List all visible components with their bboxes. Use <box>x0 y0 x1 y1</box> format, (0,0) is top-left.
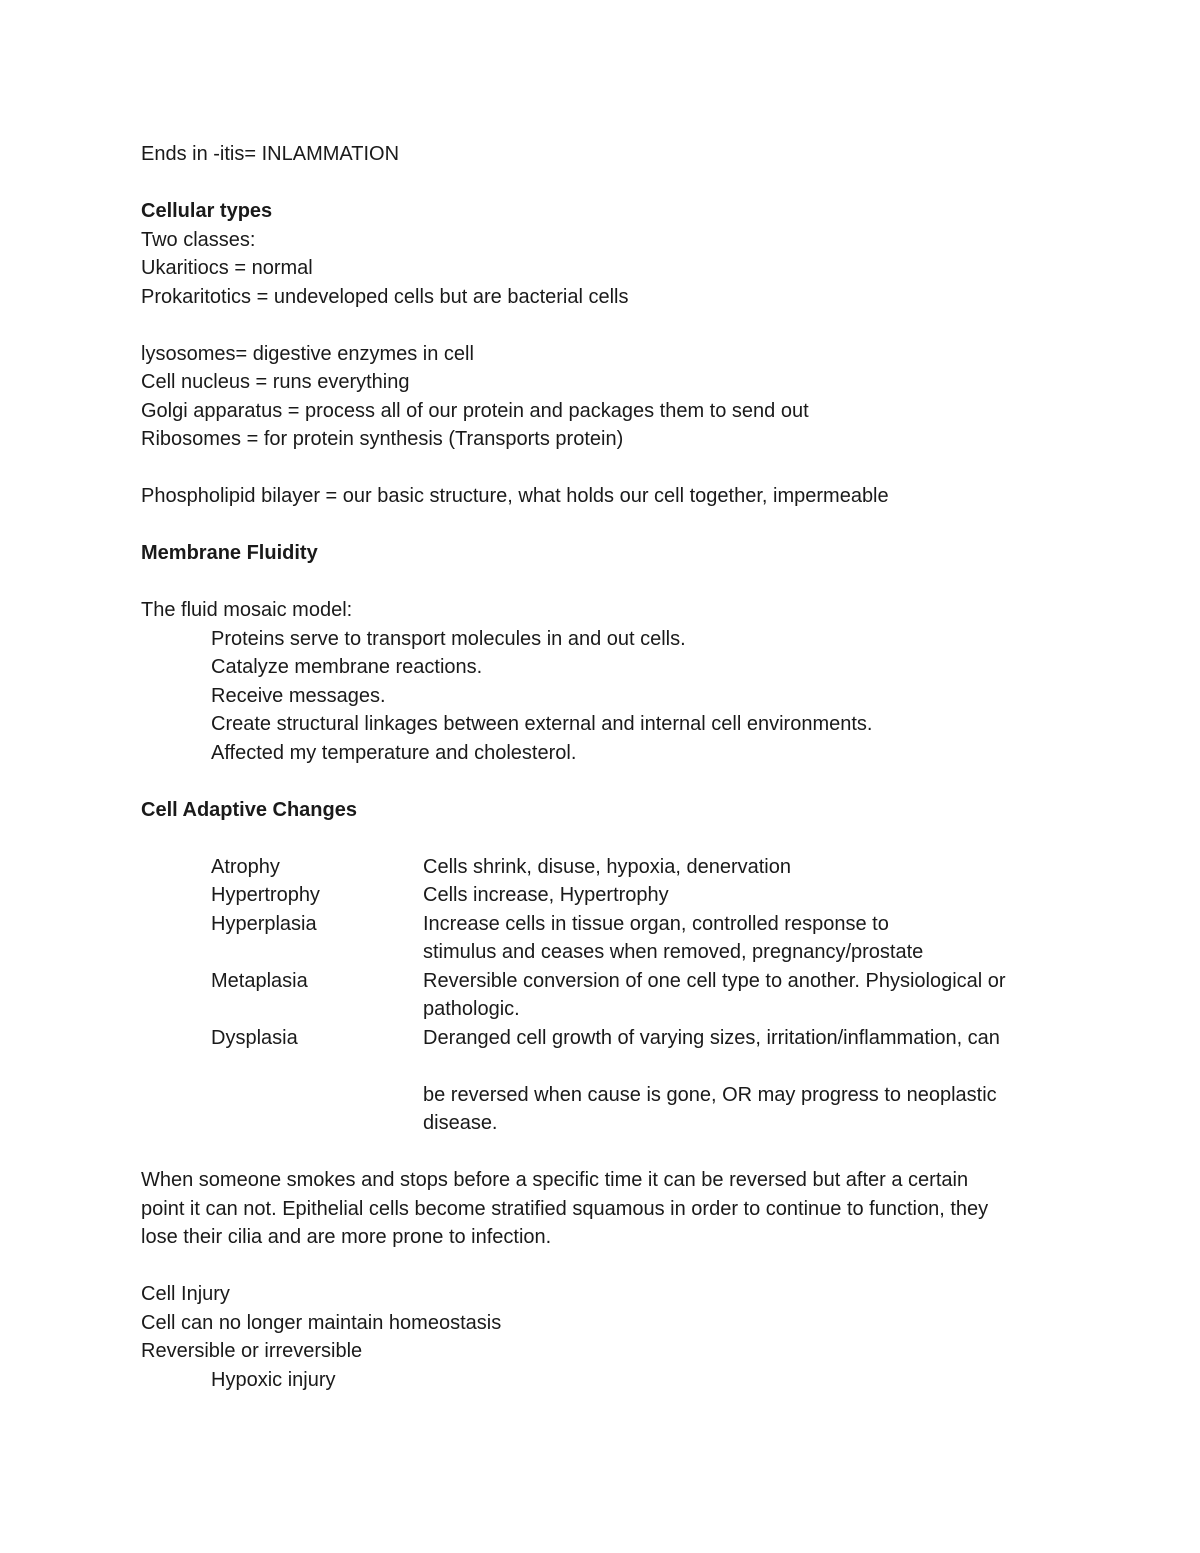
adaptive-change-desc <box>423 1024 1071 1138</box>
smoking-paragraph-line: point it can not. Epithelial cells become stratified squamous in order to continue to function, they <box>141 1197 989 1220</box>
adaptive-change-desc <box>423 881 1071 910</box>
adaptive-change-desc-line: stimulus and ceases when removed, pregnancy/prostate <box>423 941 924 963</box>
cellular-types-line: Ukaritiocs = normal <box>141 257 313 279</box>
phospholipid-line: Phospholipid bilayer = our basic structure, what holds our cell together, impermeable <box>141 485 889 507</box>
organelle-line: Ribosomes = for protein synthesis (Transports protein) <box>141 428 624 450</box>
cell-injury-sub-item: Hypoxic injury <box>211 1368 336 1391</box>
adaptive-change-row <box>141 910 1071 967</box>
membrane-fluidity-item: Catalyze membrane reactions. <box>211 656 483 678</box>
spacer <box>141 1252 1071 1281</box>
adaptive-change-desc-line <box>423 1052 1071 1081</box>
adaptive-change-desc-line: disease. <box>423 1112 498 1134</box>
spacer <box>141 454 1071 483</box>
adaptive-change-desc <box>423 910 1071 967</box>
cellular-types-line: Two classes: <box>141 228 256 251</box>
smoking-paragraph-line: lose their cilia and are more prone to infection. <box>141 1226 552 1248</box>
adaptive-change-desc-line: Increase cells in tissue organ, controlled response to <box>423 912 889 935</box>
smoking-paragraph-line: When someone smokes and stops before a specific time it can be reversed but after a certain <box>141 1169 969 1191</box>
adaptive-change-term: Hypertrophy <box>211 884 320 906</box>
adaptive-change-desc-line: Deranged cell growth of varying sizes, irritation/inflammation, can <box>423 1026 1000 1049</box>
adaptive-change-row <box>141 853 1071 882</box>
cellular-types-heading: Cellular types <box>141 200 273 222</box>
adaptive-change-row <box>141 967 1071 1024</box>
cell-injury-line: Cell Injury <box>141 1283 230 1305</box>
adaptive-change-term: Hyperplasia <box>211 912 317 935</box>
spacer <box>141 511 1071 540</box>
cell-injury-line: Reversible or irreversible <box>141 1340 363 1362</box>
organelle-line: Golgi apparatus = process all of our protein and packages them to send out <box>141 399 809 422</box>
adaptive-change-desc-line: pathologic. <box>423 998 520 1020</box>
membrane-fluidity-item: Receive messages. <box>211 684 386 707</box>
spacer <box>141 568 1071 597</box>
cell-injury-line: Cell can no longer maintain homeostasis <box>141 1311 502 1334</box>
document-body <box>141 140 1071 1394</box>
membrane-fluidity-item: Create structural linkages between external and internal cell environments. <box>211 713 873 735</box>
adaptive-change-row <box>141 1024 1071 1138</box>
membrane-fluidity-item: Proteins serve to transport molecules in and out cells. <box>211 627 686 650</box>
spacer <box>141 767 1071 796</box>
adaptive-change-desc-line: Cells increase, Hypertrophy <box>423 884 669 906</box>
adaptive-change-term: Dysplasia <box>211 1026 298 1049</box>
adaptive-change-desc-line: Cells shrink, disuse, hypoxia, denervation <box>423 855 791 878</box>
adaptive-change-desc-line: Reversible conversion of one cell type to another. Physiological or <box>423 969 1006 992</box>
adaptive-change-term: Metaplasia <box>211 969 308 992</box>
adaptive-change-desc-line: be reversed when cause is gone, OR may progress to neoplastic <box>423 1083 997 1106</box>
adaptive-change-desc <box>423 967 1071 1024</box>
spacer <box>141 311 1071 340</box>
spacer <box>141 1138 1071 1167</box>
organelle-line: Cell nucleus = runs everything <box>141 371 410 393</box>
membrane-fluidity-item: Affected my temperature and cholesterol. <box>211 741 577 764</box>
adaptive-change-term: Atrophy <box>211 855 280 878</box>
adaptive-change-row <box>141 881 1071 910</box>
adaptive-change-desc <box>423 853 1071 882</box>
spacer <box>141 824 1071 853</box>
spacer <box>141 169 1071 198</box>
fluid-mosaic-label: The fluid mosaic model: <box>141 599 353 621</box>
cellular-types-line: Prokaritotics = undeveloped cells but are bacterial cells <box>141 285 629 308</box>
intro-line: Ends in -itis= INLAMMATION <box>141 143 400 165</box>
organelle-line: lysosomes= digestive enzymes in cell <box>141 342 474 365</box>
membrane-fluidity-heading: Membrane Fluidity <box>141 542 318 564</box>
adaptive-changes-heading: Cell Adaptive Changes <box>141 798 357 821</box>
